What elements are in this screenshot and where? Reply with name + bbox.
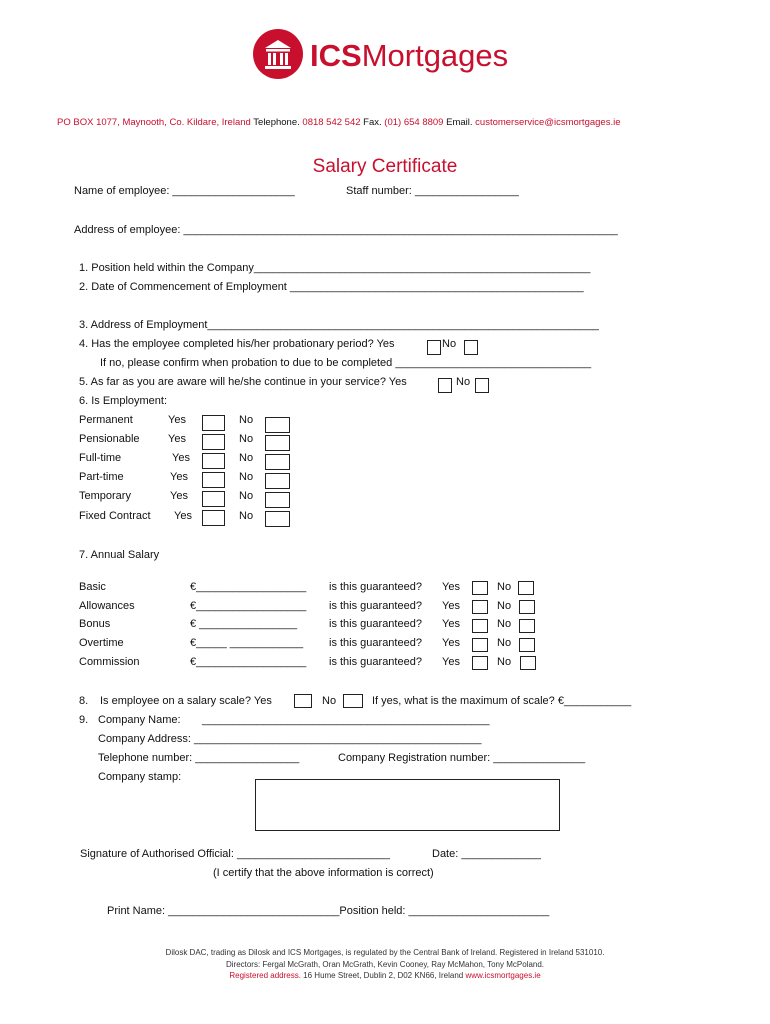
company-stamp-label: Company stamp: [98, 771, 182, 783]
employment-yes-label: Yes [174, 510, 192, 522]
employment-yes-label: Yes [172, 452, 190, 464]
guaranteed-yes-checkbox[interactable] [472, 600, 488, 614]
employment-no-checkbox[interactable] [265, 492, 290, 508]
employment-yes-label: Yes [170, 490, 188, 502]
salary-amount-field[interactable]: € ________________ [190, 618, 298, 630]
employment-label: Temporary [79, 490, 131, 502]
employment-label: Permanent [79, 414, 133, 426]
q4-probation: 4. Has the employee completed his/her probationary period? Yes [79, 338, 395, 350]
guaranteed-yes-label: Yes [442, 656, 460, 668]
employment-no-checkbox[interactable] [265, 454, 290, 470]
tel-value: 0818 542 542 [302, 117, 361, 128]
company-address-field[interactable]: Company Address: _______________________________________________ [98, 733, 482, 745]
guaranteed-no-label: No [497, 656, 512, 668]
employment-yes-label: Yes [170, 471, 188, 483]
salary-label: Overtime [79, 637, 124, 649]
logo-text-bold: ICS [310, 38, 362, 73]
email-label: Email. [446, 117, 473, 128]
guaranteed-no-label: No [497, 618, 512, 630]
employment-label: Pensionable [79, 433, 140, 445]
q8-number: 8. [79, 695, 89, 707]
salary-label: Basic [79, 581, 106, 593]
q4-probation-date[interactable]: If no, please confirm when probation to due to be completed ________________________________ [100, 357, 592, 369]
company-stamp-box[interactable] [255, 779, 560, 831]
employee-name-field[interactable]: Name of employee: ____________________ [74, 185, 295, 197]
guaranteed-yes-checkbox[interactable] [472, 581, 488, 595]
footer-regulatory: Dilosk DAC, trading as Dilosk and ICS Mortgages, is regulated by the Central Bank of Ireland. Registered in Ireland 531010. [165, 948, 605, 957]
guaranteed-yes-label: Yes [442, 637, 460, 649]
employment-no-label: No [239, 414, 254, 426]
employment-no-checkbox[interactable] [265, 511, 290, 527]
q8-salary-scale: Is employee on a salary scale? Yes [100, 695, 272, 707]
employment-yes-checkbox[interactable] [202, 510, 225, 526]
q2-commencement[interactable]: 2. Date of Commencement of Employment ________________________________________________ [79, 281, 584, 293]
employment-label: Full-time [79, 452, 122, 464]
logo-text-light: Mortgages [361, 38, 509, 73]
q3-employment-address[interactable]: 3. Address of Employment________________________________________________________________ [79, 319, 599, 331]
guaranteed-no-checkbox[interactable] [519, 600, 535, 614]
q8-no-checkbox[interactable] [343, 694, 363, 708]
q5-no-label: No [456, 376, 471, 388]
tel-label: Telephone. [253, 117, 300, 128]
employment-yes-checkbox[interactable] [202, 434, 225, 450]
fax-label: Fax. [363, 117, 382, 128]
certify-note: (I certify that the above information is correct) [213, 867, 434, 879]
q4-yes-checkbox[interactable] [427, 340, 441, 355]
signature-field[interactable]: Signature of Authorised Official: _________________________ [80, 848, 390, 860]
employment-yes-checkbox[interactable] [202, 472, 225, 488]
employee-address-field[interactable]: Address of employee: _______________________________________________________________________ [74, 224, 618, 236]
staff-number-field[interactable]: Staff number: _________________ [346, 185, 519, 197]
employment-no-label: No [239, 510, 254, 522]
page-title: Salary Certificate [312, 156, 458, 177]
salary-amount-field[interactable]: €__________________ [190, 656, 307, 668]
company-phone-field[interactable]: Telephone number: _________________ [98, 752, 300, 764]
employment-no-label: No [239, 452, 254, 464]
company-name-field[interactable]: _______________________________________________ [202, 714, 490, 726]
employment-yes-checkbox[interactable] [202, 453, 225, 469]
contact-address: PO BOX 1077, Maynooth, Co. Kildare, Ireland [57, 117, 251, 128]
q5-no-checkbox[interactable] [475, 378, 489, 393]
footer-registered-label: Registered address. [229, 971, 301, 980]
employment-yes-checkbox[interactable] [202, 415, 225, 431]
contact-line [57, 117, 621, 128]
date-field[interactable]: Date: _____________ [432, 848, 541, 860]
employment-label: Fixed Contract [79, 510, 151, 522]
company-registration-field[interactable]: Company Registration number: _______________ [338, 752, 586, 764]
salary-amount-field[interactable]: €__________________ [190, 600, 307, 612]
employment-yes-checkbox[interactable] [202, 491, 225, 507]
employment-label: Part-time [79, 471, 124, 483]
salary-label: Commission [79, 656, 140, 668]
q1-position[interactable]: 1. Position held within the Company_______________________________________________________ [79, 262, 591, 274]
salary-amount-field[interactable]: €_____ ____________ [190, 637, 304, 649]
employment-yes-label: Yes [168, 433, 186, 445]
employment-no-label: No [239, 490, 254, 502]
guaranteed-yes-label: Yes [442, 581, 460, 593]
print-name-position-field[interactable]: Print Name: ____________________________Position held: _______________________ [107, 905, 550, 917]
guaranteed-no-checkbox[interactable] [519, 619, 535, 633]
footer-registered-address: 16 Hume Street, Dublin 2, D02 KN66, Ireland [303, 971, 464, 980]
salary-amount-field[interactable]: €__________________ [190, 581, 307, 593]
guaranteed-yes-checkbox[interactable] [472, 619, 488, 633]
guaranteed-question: is this guaranteed? [329, 600, 422, 612]
employment-no-checkbox[interactable] [265, 473, 290, 489]
salary-label: Bonus [79, 618, 111, 630]
employment-no-checkbox[interactable] [265, 435, 290, 451]
guaranteed-no-label: No [497, 600, 512, 612]
q5-yes-checkbox[interactable] [438, 378, 452, 393]
logo [252, 28, 304, 83]
q4-no-checkbox[interactable] [464, 340, 478, 355]
guaranteed-no-label: No [497, 637, 512, 649]
guaranteed-no-checkbox[interactable] [518, 581, 534, 595]
footer-website-link[interactable]: www.icsmortgages.ie [465, 971, 541, 980]
guaranteed-yes-checkbox[interactable] [472, 656, 488, 670]
guaranteed-question: is this guaranteed? [329, 581, 422, 593]
guaranteed-no-checkbox[interactable] [520, 656, 536, 670]
email-value[interactable]: customerservice@icsmortgages.ie [475, 117, 621, 128]
guaranteed-no-checkbox[interactable] [519, 638, 535, 652]
q5-continue: 5. As far as you are aware will he/she continue in your service? Yes [79, 376, 407, 388]
guaranteed-yes-checkbox[interactable] [472, 638, 488, 652]
q4-no-label: No [442, 338, 457, 350]
guaranteed-no-label: No [497, 581, 512, 593]
footer-address-line [0, 971, 770, 980]
q8-yes-checkbox[interactable] [294, 694, 312, 708]
footer-directors: Directors: Fergal McGrath, Oran McGrath, Kevin Cooney, Ray McMahon, Tony McPoland. [225, 960, 545, 969]
employment-yes-label: Yes [168, 414, 186, 426]
q8-no-label: No [322, 695, 337, 707]
guaranteed-yes-label: Yes [442, 600, 460, 612]
salary-label: Allowances [79, 600, 135, 612]
employment-no-checkbox[interactable] [265, 417, 290, 433]
fax-value: (01) 654 8809 [384, 117, 444, 128]
building-logo-icon [252, 28, 304, 80]
employment-no-label: No [239, 433, 254, 445]
guaranteed-question: is this guaranteed? [329, 637, 422, 649]
employment-no-label: No [239, 471, 254, 483]
q7-salary-heading: 7. Annual Salary [79, 549, 160, 561]
q9-number: 9. [79, 714, 89, 726]
q8-maximum-scale[interactable]: If yes, what is the maximum of scale? €___________ [372, 695, 632, 707]
q6-employment-heading: 6. Is Employment: [79, 395, 168, 407]
guaranteed-question: is this guaranteed? [329, 618, 422, 630]
guaranteed-yes-label: Yes [442, 618, 460, 630]
guaranteed-question: is this guaranteed? [329, 656, 422, 668]
company-name-label: Company Name: [98, 714, 181, 726]
